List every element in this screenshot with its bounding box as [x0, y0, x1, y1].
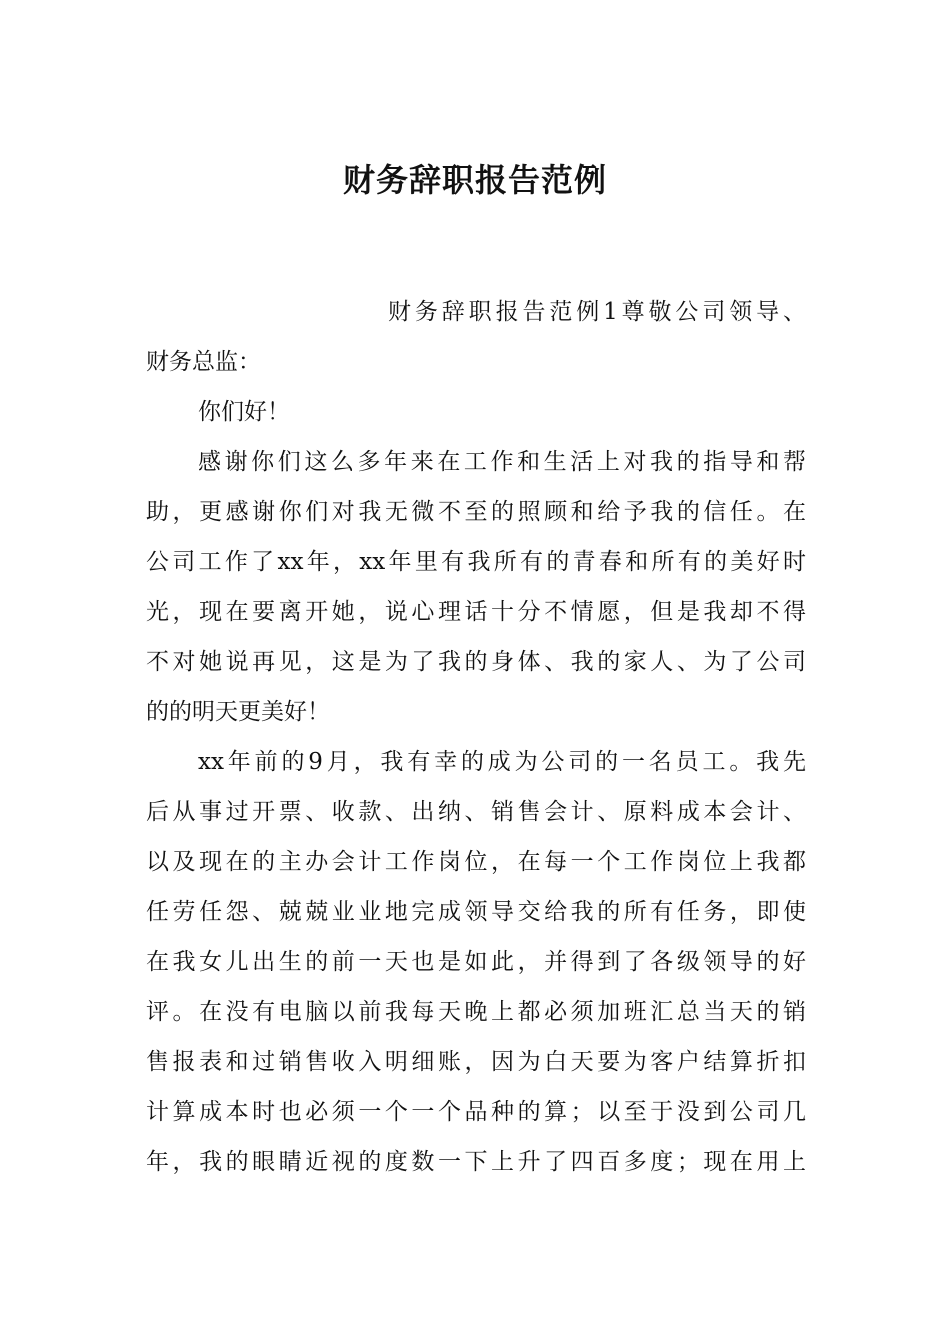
text-line: 助，更感谢你们对我无微不至的照顾和给予我的信任。在: [146, 499, 806, 525]
text-line: 售报表和过销售收入明细账，因为白天要为客户结算折扣: [146, 1049, 806, 1075]
text-line: 年，我的眼睛近视的度数一下上升了四百多度；现在用上: [146, 1149, 806, 1175]
text-line: 任劳任怨、兢兢业业地完成领导交给我的所有任务，即使: [146, 899, 806, 925]
text-line: 的的明天更美好！: [146, 699, 330, 725]
text-line: 财务辞职报告范例1尊敬公司领导、: [388, 299, 806, 325]
text-line: 你们好！: [198, 399, 290, 425]
text-line: 评。在没有电脑以前我每天晚上都必须加班汇总当天的销: [146, 999, 806, 1025]
document-title: 财务辞职报告范例: [342, 161, 607, 199]
text-line: 在我女儿出生的前一天也是如此，并得到了各级领导的好: [146, 949, 806, 975]
text-line: xx年前的9月，我有幸的成为公司的一名员工。我先: [198, 749, 806, 775]
text-line: 不对她说再见，这是为了我的身体、我的家人、为了公司: [146, 649, 806, 675]
text-line: 财务总监：: [146, 349, 261, 375]
text-line: 公司工作了xx年，xx年里有我所有的青春和所有的美好时: [146, 549, 806, 575]
text-line: 感谢你们这么多年来在工作和生活上对我的指导和帮: [198, 449, 806, 475]
text-line: 以及现在的主办会计工作岗位，在每一个工作岗位上我都: [146, 849, 806, 875]
text-line: 光，现在要离开她，说心理话十分不情愿，但是我却不得: [146, 599, 806, 625]
text-line: 后从事过开票、收款、出纳、销售会计、原料成本会计、: [146, 799, 806, 825]
text-line: 计算成本时也必须一个一个品种的算；以至于没到公司几: [146, 1099, 806, 1125]
